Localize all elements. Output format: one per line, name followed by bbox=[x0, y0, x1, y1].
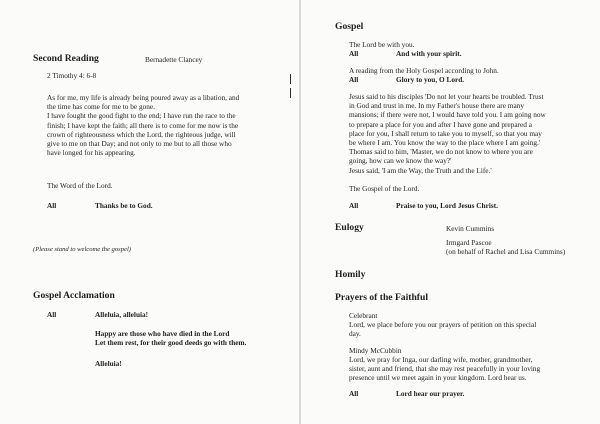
eulogist-2-note: (on behalf of Rachel and Lisa Cummins) bbox=[446, 247, 566, 256]
margin-mark bbox=[290, 74, 291, 84]
response-label: All bbox=[47, 201, 57, 210]
gospel-closing: The Gospel of the Lord. bbox=[349, 184, 420, 193]
passage-line: crown of righteousness which the Lord, the righteous judge, will bbox=[47, 129, 236, 139]
left-page bbox=[0, 0, 299, 424]
gospel-announcement: A reading from the Holy Gospel according to John. bbox=[349, 66, 499, 75]
greeting-label: All bbox=[349, 49, 359, 58]
reader-prayer bbox=[349, 355, 540, 383]
stand-instruction: (Please stand to welcome the gospel) bbox=[33, 246, 131, 253]
margin-mark bbox=[290, 88, 291, 98]
prayer-line: sister, aunt and friend, that she may rest peacefully in your loving bbox=[349, 364, 541, 374]
reading-passage bbox=[47, 93, 239, 157]
acclamation-open: Alleluia, alleluia! bbox=[95, 310, 149, 319]
passage-line: be where I am. You know the way to the place where I am going.' bbox=[349, 138, 541, 148]
greeting-response: And with your spirit. bbox=[396, 49, 462, 58]
passage-line: Thomas said to him, 'Master, we do not know to where you are bbox=[349, 147, 533, 157]
acclamation-label: All bbox=[47, 310, 57, 319]
passage-line: I have fought the good fight to the end; I have run the race to the bbox=[47, 111, 236, 121]
passage-line: mansions; if there were not, I would have told you. I am going now bbox=[349, 110, 546, 120]
passage-line: Jesus said, 'I am the Way, the Truth and the Life.' bbox=[349, 165, 492, 175]
prayer-line: presence until we meet again in your kingdom. Lord hear us. bbox=[349, 373, 527, 383]
closing-label: All bbox=[349, 201, 359, 210]
passage-line: place for you, I shall return to take you to myself, so that you may bbox=[349, 128, 542, 138]
verse-line: Let them rest, for their good deeds go with them. bbox=[95, 338, 247, 348]
passage-line: in God and trust in me. In my Father's house there are many bbox=[349, 101, 524, 111]
prayer-response: Lord hear our prayer. bbox=[396, 389, 465, 398]
gospel-acclamation-heading: Gospel Acclamation bbox=[33, 290, 115, 301]
passage-line: As for me, my life is already being poured away as a libation, and bbox=[47, 93, 240, 102]
second-reading-heading: Second Reading bbox=[33, 53, 99, 64]
announce-response: Glory to you, O Lord. bbox=[396, 75, 465, 84]
verse-line: Happy are those who have died in the Lord bbox=[95, 329, 230, 338]
closing-response: Praise to you, Lord Jesus Christ. bbox=[396, 201, 498, 210]
passage-line: going, how can we know the way?' bbox=[349, 156, 452, 166]
eulogy-heading: Eulogy bbox=[335, 222, 364, 233]
reader-name: Bernadette Clancey bbox=[145, 55, 203, 64]
reading-closing: The Word of the Lord. bbox=[47, 181, 113, 190]
eulogist-2: Irmgard Pascoe bbox=[446, 238, 492, 247]
acclamation-verse bbox=[95, 329, 246, 347]
acclamation-close: Alleluia! bbox=[95, 359, 122, 368]
prayer-line: Lord, we place before you our prayers of petition on this special bbox=[349, 320, 537, 329]
prayer-line: day. bbox=[349, 329, 361, 339]
eulogist-1: Kevin Cummins bbox=[446, 224, 495, 233]
gospel-heading: Gospel bbox=[335, 21, 364, 32]
passage-line: finish; I have kept the faith; all there is to come for me now is the bbox=[47, 120, 239, 130]
passage-line: have longed for his appearing. bbox=[47, 148, 136, 158]
passage-line: give to me on that Day; and not only to me but to all those who bbox=[47, 139, 232, 149]
response-text: Thanks be to God. bbox=[95, 201, 153, 210]
passage-line: to prepare a place for you and after I have gone and prepared a bbox=[349, 119, 532, 129]
reader-label: Mindy McCubbin bbox=[349, 346, 402, 355]
passage-line: Jesus said to his disciples 'Do not let your hearts be troubled. Trust bbox=[349, 92, 544, 101]
right-page bbox=[301, 0, 600, 424]
announce-label: All bbox=[349, 75, 359, 84]
celebrant-prayer bbox=[349, 320, 536, 338]
celebrant-label: Celebrant bbox=[349, 311, 378, 320]
homily-heading: Homily bbox=[335, 269, 366, 280]
passage-line: the time has come for me to be gone. bbox=[47, 102, 155, 112]
prayer-label: All bbox=[349, 389, 359, 398]
prayers-heading: Prayers of the Faithful bbox=[335, 292, 428, 303]
greeting: The Lord be with you. bbox=[349, 40, 415, 49]
scripture-citation: 2 Timothy 4: 6-8 bbox=[47, 71, 97, 80]
prayer-line: Lord, we pray for Inga, our darling wife, mother, grandmother, bbox=[349, 355, 533, 364]
gospel-passage bbox=[349, 92, 546, 175]
